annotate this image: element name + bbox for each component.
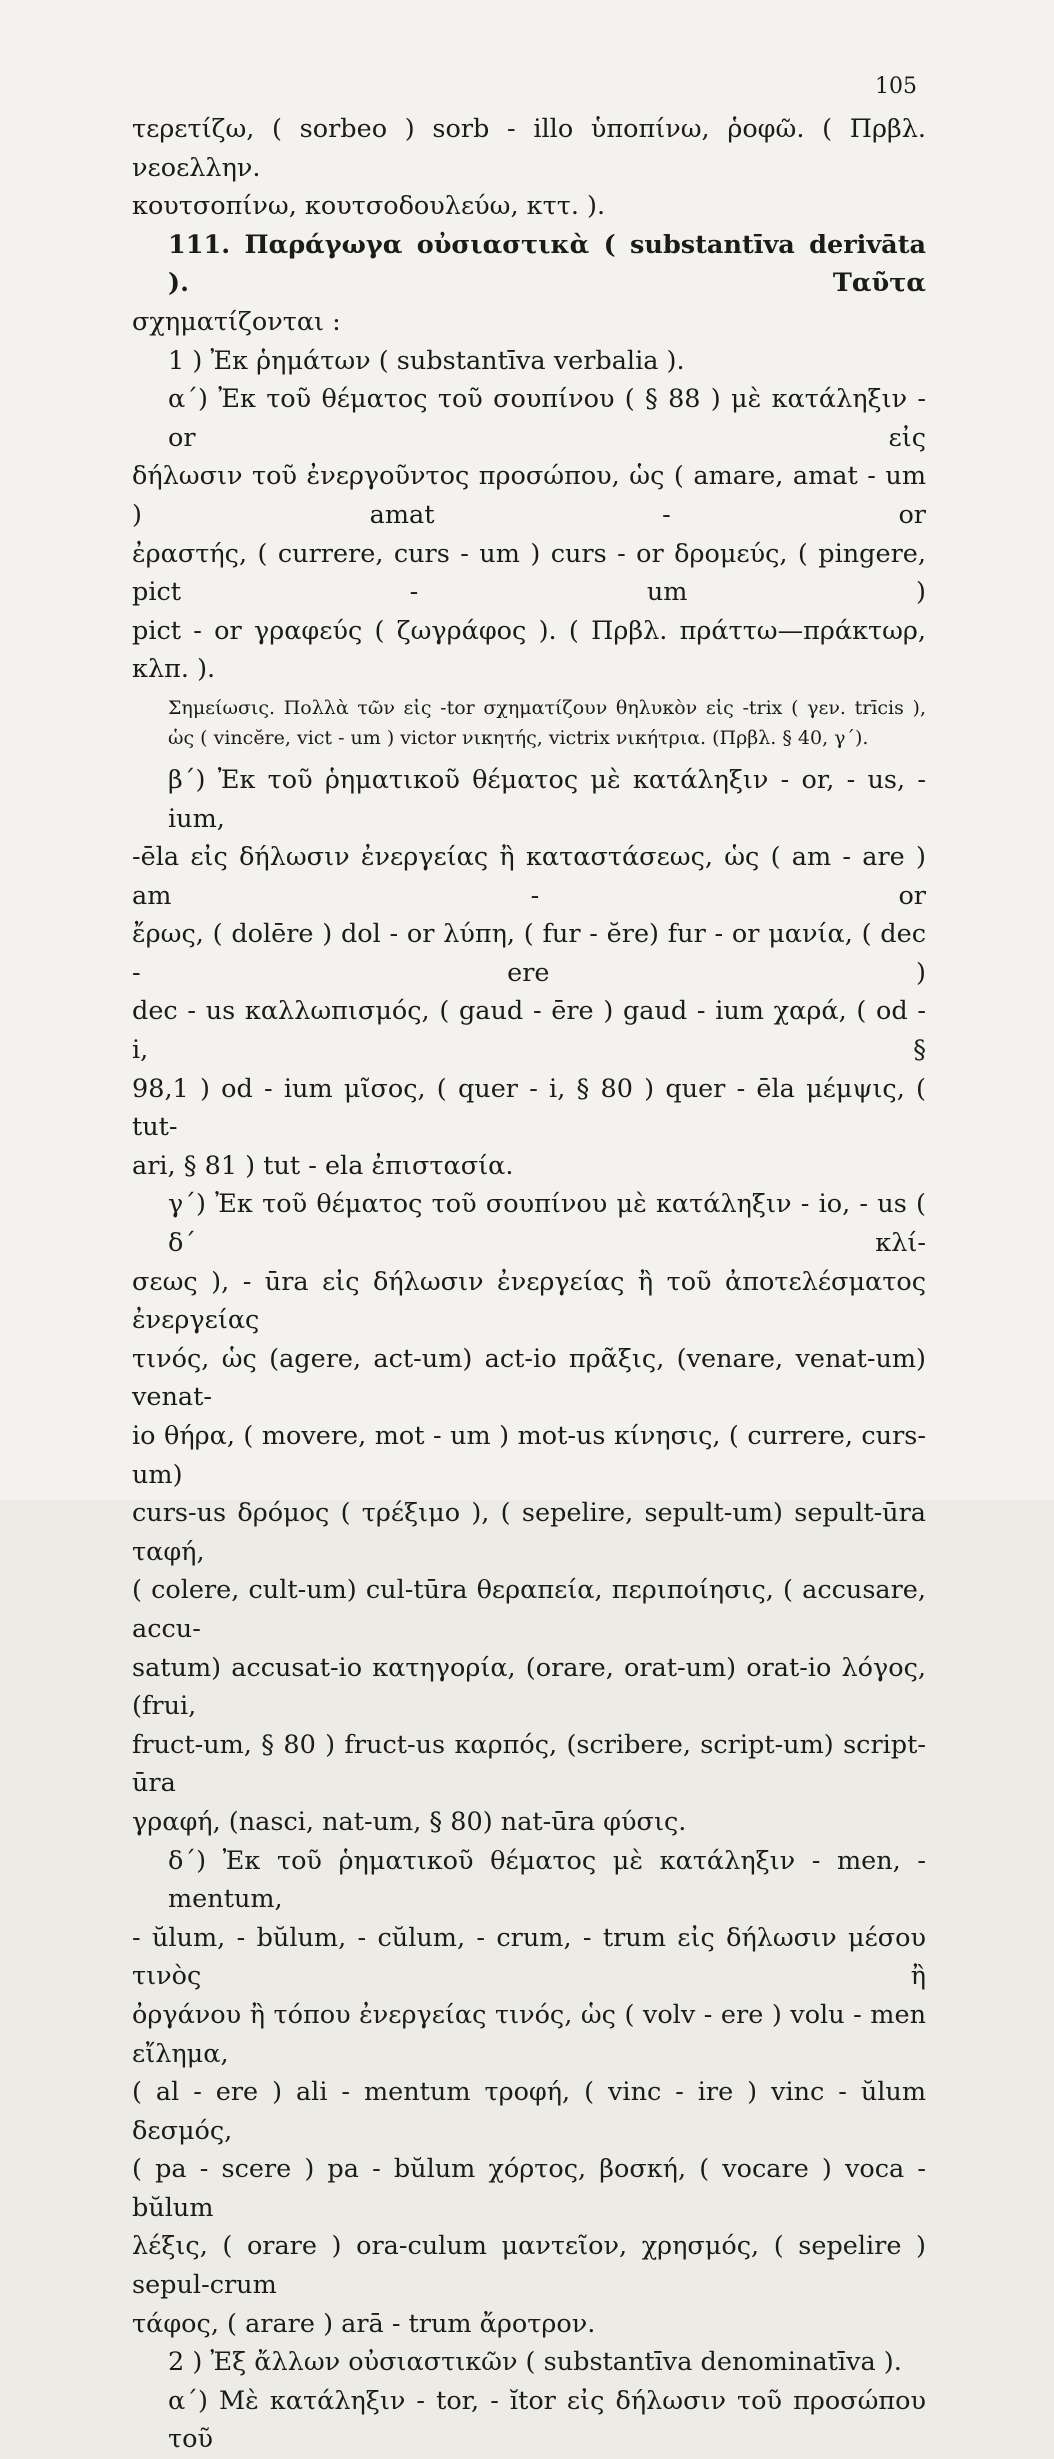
- text-line: σεως ), - ūra εἰς δήλωσιν ἐνεργείας ἢ τοῦ ἀποτελέσματος ἐνεργείας: [132, 1266, 926, 1336]
- text-line: 1 ) Ἐκ ῥημάτων ( substantīva verbalia ).: [168, 345, 685, 376]
- text-line: ( colere, cult-um) cul-tūra θεραπεία, περιποίησις, ( accusare, accu-: [132, 1575, 926, 1644]
- text-line: τινός, ὡς (agere, act-um) act-io πρᾶξις, (venare, venat-um) venat-: [132, 1343, 926, 1413]
- text-line: λέξις, ( orare ) ora-culum μαντεῖον, χρησμός, ( sepelire ) sepul-crum: [132, 2231, 926, 2301]
- body-text: [132, 110, 926, 2459]
- text-line: ari, § 81 ) tut - ela ἐπιστασία.: [132, 1150, 514, 1181]
- text-line: γ΄) Ἐκ τοῦ θέματος τοῦ σουπίνου μὲ κατάληξιν - io, - us ( δ΄ κλί-: [168, 1189, 926, 1259]
- text-line: ἔρως, ( dolēre ) dol - or λύπη, ( fur - ĕre) fur - or μανία, ( dec - ere ): [132, 919, 926, 988]
- text-line: ( al - ere ) ali - mentum τροφή, ( vinc - ire ) vinc - ŭlum δεσμός,: [132, 2077, 926, 2146]
- text-line: α΄) Ἐκ τοῦ θέματος τοῦ σουπίνου ( § 88 ) μὲ κατάληξιν - or εἰς: [168, 384, 926, 453]
- text-line: dec - us καλλωπισμός, ( gaud - ēre ) gaud - ium χαρά, ( od - i, §: [132, 996, 926, 1066]
- text-line: β΄) Ἐκ τοῦ ῥηματικοῦ θέματος μὲ κατάληξιν - or, - us, - ium,: [168, 764, 926, 834]
- text-line: pict - or γραφεύς ( ζωγράφος ). ( Πρβλ. πράττω—πράκτωρ, κλπ. ).: [132, 615, 926, 685]
- text-line: 2 ) Ἐξ ἄλλων οὐσιαστικῶν ( substantīva denominatīva ).: [168, 2347, 902, 2378]
- text-line: δ΄) Ἐκ τοῦ ῥηματικοῦ θέματος μὲ κατάληξιν - men, - mentum,: [168, 1845, 926, 1915]
- text-line: ἐραστής, ( currere, curs - um ) curs - or δρομεύς, ( pingere, pict - um ): [132, 538, 926, 608]
- text-line: κουτσοπίνω, κουτσοδουλεύω, κττ. ).: [132, 191, 606, 222]
- text-line: fruct-um, § 80 ) fruct-us καρπός, (scribere, script-um) script-ūra: [132, 1729, 926, 1799]
- text-line: curs-us δρόμος ( τρέξιμο ), ( sepelire, sepult-um) sepult-ūra ταφή,: [132, 1498, 926, 1567]
- text-line: γραφή, (nasci, nat-um, § 80) nat-ūra φύσις.: [132, 1806, 687, 1837]
- text-line: io θήρα, ( movere, mot - um ) mot-us κίνησις, ( currere, curs-um): [132, 1421, 926, 1490]
- text-line: 98,1 ) od - ium μῖσος, ( quer - i, § 80 ) quer - ēla μέμψις, ( tut-: [132, 1073, 926, 1143]
- text-line: σχηματίζονται :: [132, 306, 341, 337]
- text-line: ( pa - scere ) pa - bŭlum χόρτος, βοσκή, ( vocare ) voca - bŭlum: [132, 2154, 926, 2223]
- text-line: τερετίζω, ( sorbeo ) sorb - illo ὑποπίνω, ῥοφῶ. ( Πρβλ. νεοελλην.: [132, 114, 926, 183]
- text-line: satum) accusat-io κατηγορία, (orare, orat-um) orat-io λόγος, (frui,: [132, 1652, 926, 1722]
- text-line: δήλωσιν τοῦ ἐνεργοῦντος προσώπου, ὡς ( amare, amat - um ) amat - or: [132, 461, 926, 530]
- text-line: τάφος, ( arare ) arā - trum ἄροτρον.: [132, 2308, 596, 2339]
- text-line: 111. Παράγωγα οὐσιαστικὰ ( substantīva derivāta ). Ταῦτα: [168, 229, 926, 299]
- page-number: 105: [875, 74, 917, 99]
- text-line: -ēla εἰς δήλωσιν ἐνεργείας ἢ καταστάσεως, ὡς ( am - are ) am - or: [132, 842, 926, 911]
- text-line: ὀργάνου ἢ τόπου ἐνεργείας τινός, ὡς ( volv - ere ) volu - men εἴλημα,: [132, 1999, 926, 2069]
- text-line: α΄) Μὲ κατάληξιν - tor, - ĭtor εἰς δήλωσιν τοῦ προσώπου τοῦ: [168, 2385, 926, 2455]
- note-text: Σημείωσις. Πολλὰ τῶν εἰς -tor σχηματίζουν θηλυκὸν εἰς -trix ( γεν. trīcis ), ὡς ( vincĕre, vict - um ) victor νικητής, victrix νικήτρια. (Πρβλ. § 40, γ΄).: [168, 696, 926, 749]
- text-line: - ŭlum, - bŭlum, - cŭlum, - crum, - trum εἰς δήλωσιν μέσου τινὸς ἢ: [132, 1922, 926, 1992]
